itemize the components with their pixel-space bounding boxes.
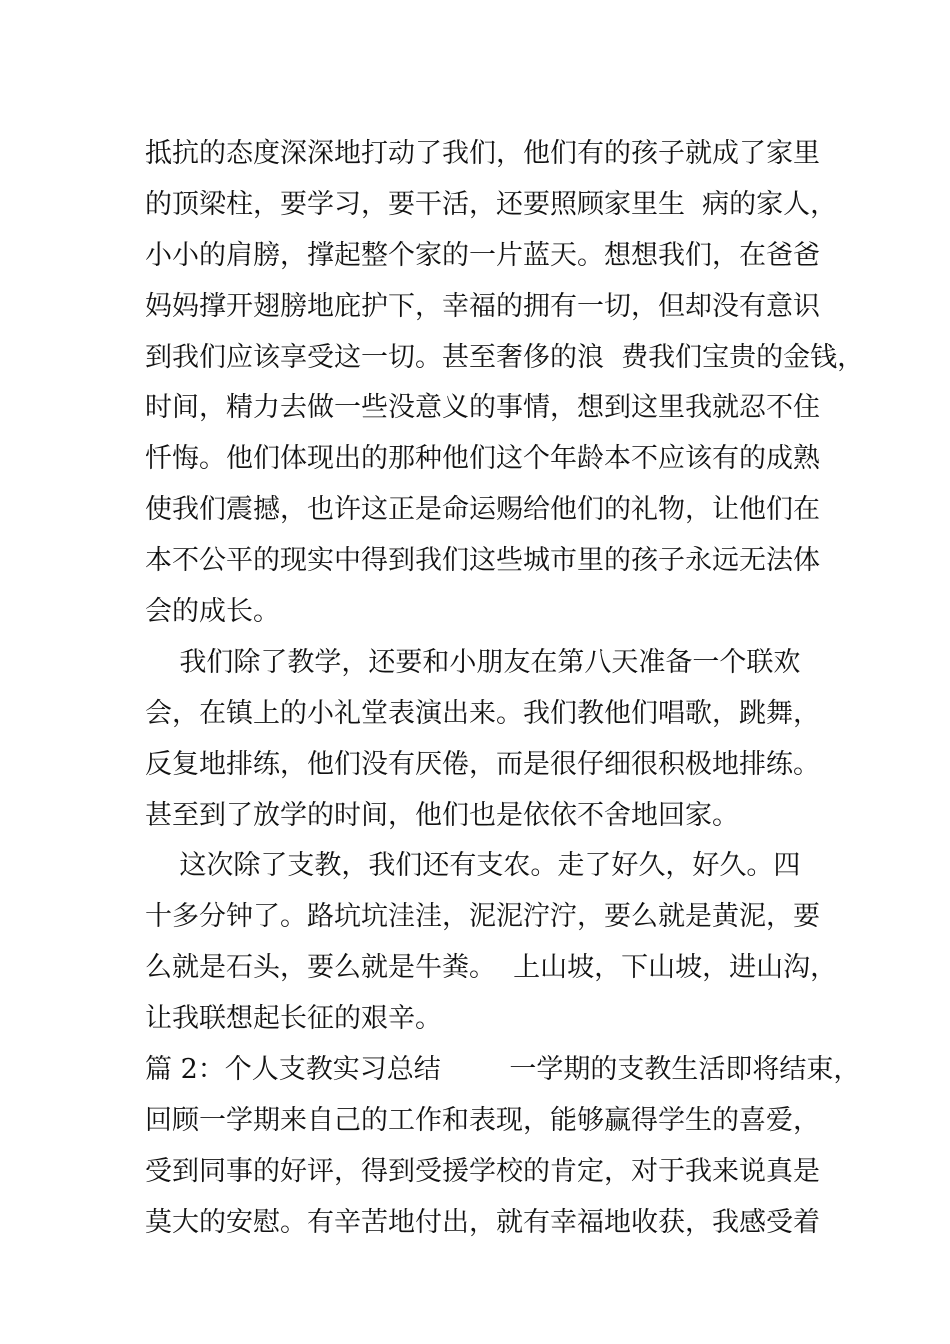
text-line: 妈妈撑开翅膀地庇护下，幸福的拥有一切，但却没有意识 <box>145 290 820 322</box>
text-line: 的顶梁柱，要学习，要干活，还要照顾家里生 病的家人， <box>145 188 838 220</box>
text-line: 我们除了教学，还要和小朋友在第八天准备一个联欢 <box>145 646 801 678</box>
text-line: 到我们应该享受这一切。甚至奢侈的浪 费我们宝贵的金钱， <box>145 341 865 373</box>
text-line: 受到同事的好评，得到受援学校的肯定，对于我来说真是 <box>145 1155 820 1187</box>
text-line: 时间，精力去做一些没意义的事情，想到这里我就忍不住 <box>145 392 820 424</box>
text-line: 么就是石头，要么就是牛粪。 上山坡，下山坡，进山沟， <box>145 952 838 984</box>
text-line: 会的成长。 <box>145 596 280 628</box>
text-line: 回顾一学期来自己的工作和表现，能够赢得学生的喜爱， <box>145 1104 820 1136</box>
text-line: 这次除了支教，我们还有支农。走了好久，好久。四 <box>145 850 801 882</box>
text-line: 莫大的安慰。有辛苦地付出，就有幸福地收获，我感受着 <box>145 1206 820 1238</box>
section-heading-line: 篇 2：个人支教实习总结 一学期的支教生活即将结束， <box>145 1054 861 1086</box>
text-line: 十多分钟了。路坑坑洼洼，泥泥泞泞，要么就是黄泥，要 <box>145 901 820 933</box>
text-line: 让我联想起长征的艰辛。 <box>145 1003 442 1035</box>
text-line: 使我们震撼，也许这正是命运赐给他们的礼物，让他们在 <box>145 494 820 526</box>
text-line: 忏悔。他们体现出的那种他们这个年龄本不应该有的成熟 <box>145 443 820 475</box>
text-line: 反复地排练，他们没有厌倦，而是很仔细很积极地排练。 <box>145 748 820 780</box>
text-line: 小小的肩膀，撑起整个家的一片蓝天。想想我们，在爸爸 <box>145 239 820 271</box>
text-line: 本不公平的现实中得到我们这些城市里的孩子永远无法体 <box>145 545 820 577</box>
text-line: 甚至到了放学的时间，他们也是依依不舍地回家。 <box>145 799 739 831</box>
document-body <box>145 129 865 1249</box>
text-line: 会，在镇上的小礼堂表演出来。我们教他们唱歌，跳舞， <box>145 697 820 729</box>
text-line: 抵抗的态度深深地打动了我们，他们有的孩子就成了家里 <box>145 138 820 169</box>
